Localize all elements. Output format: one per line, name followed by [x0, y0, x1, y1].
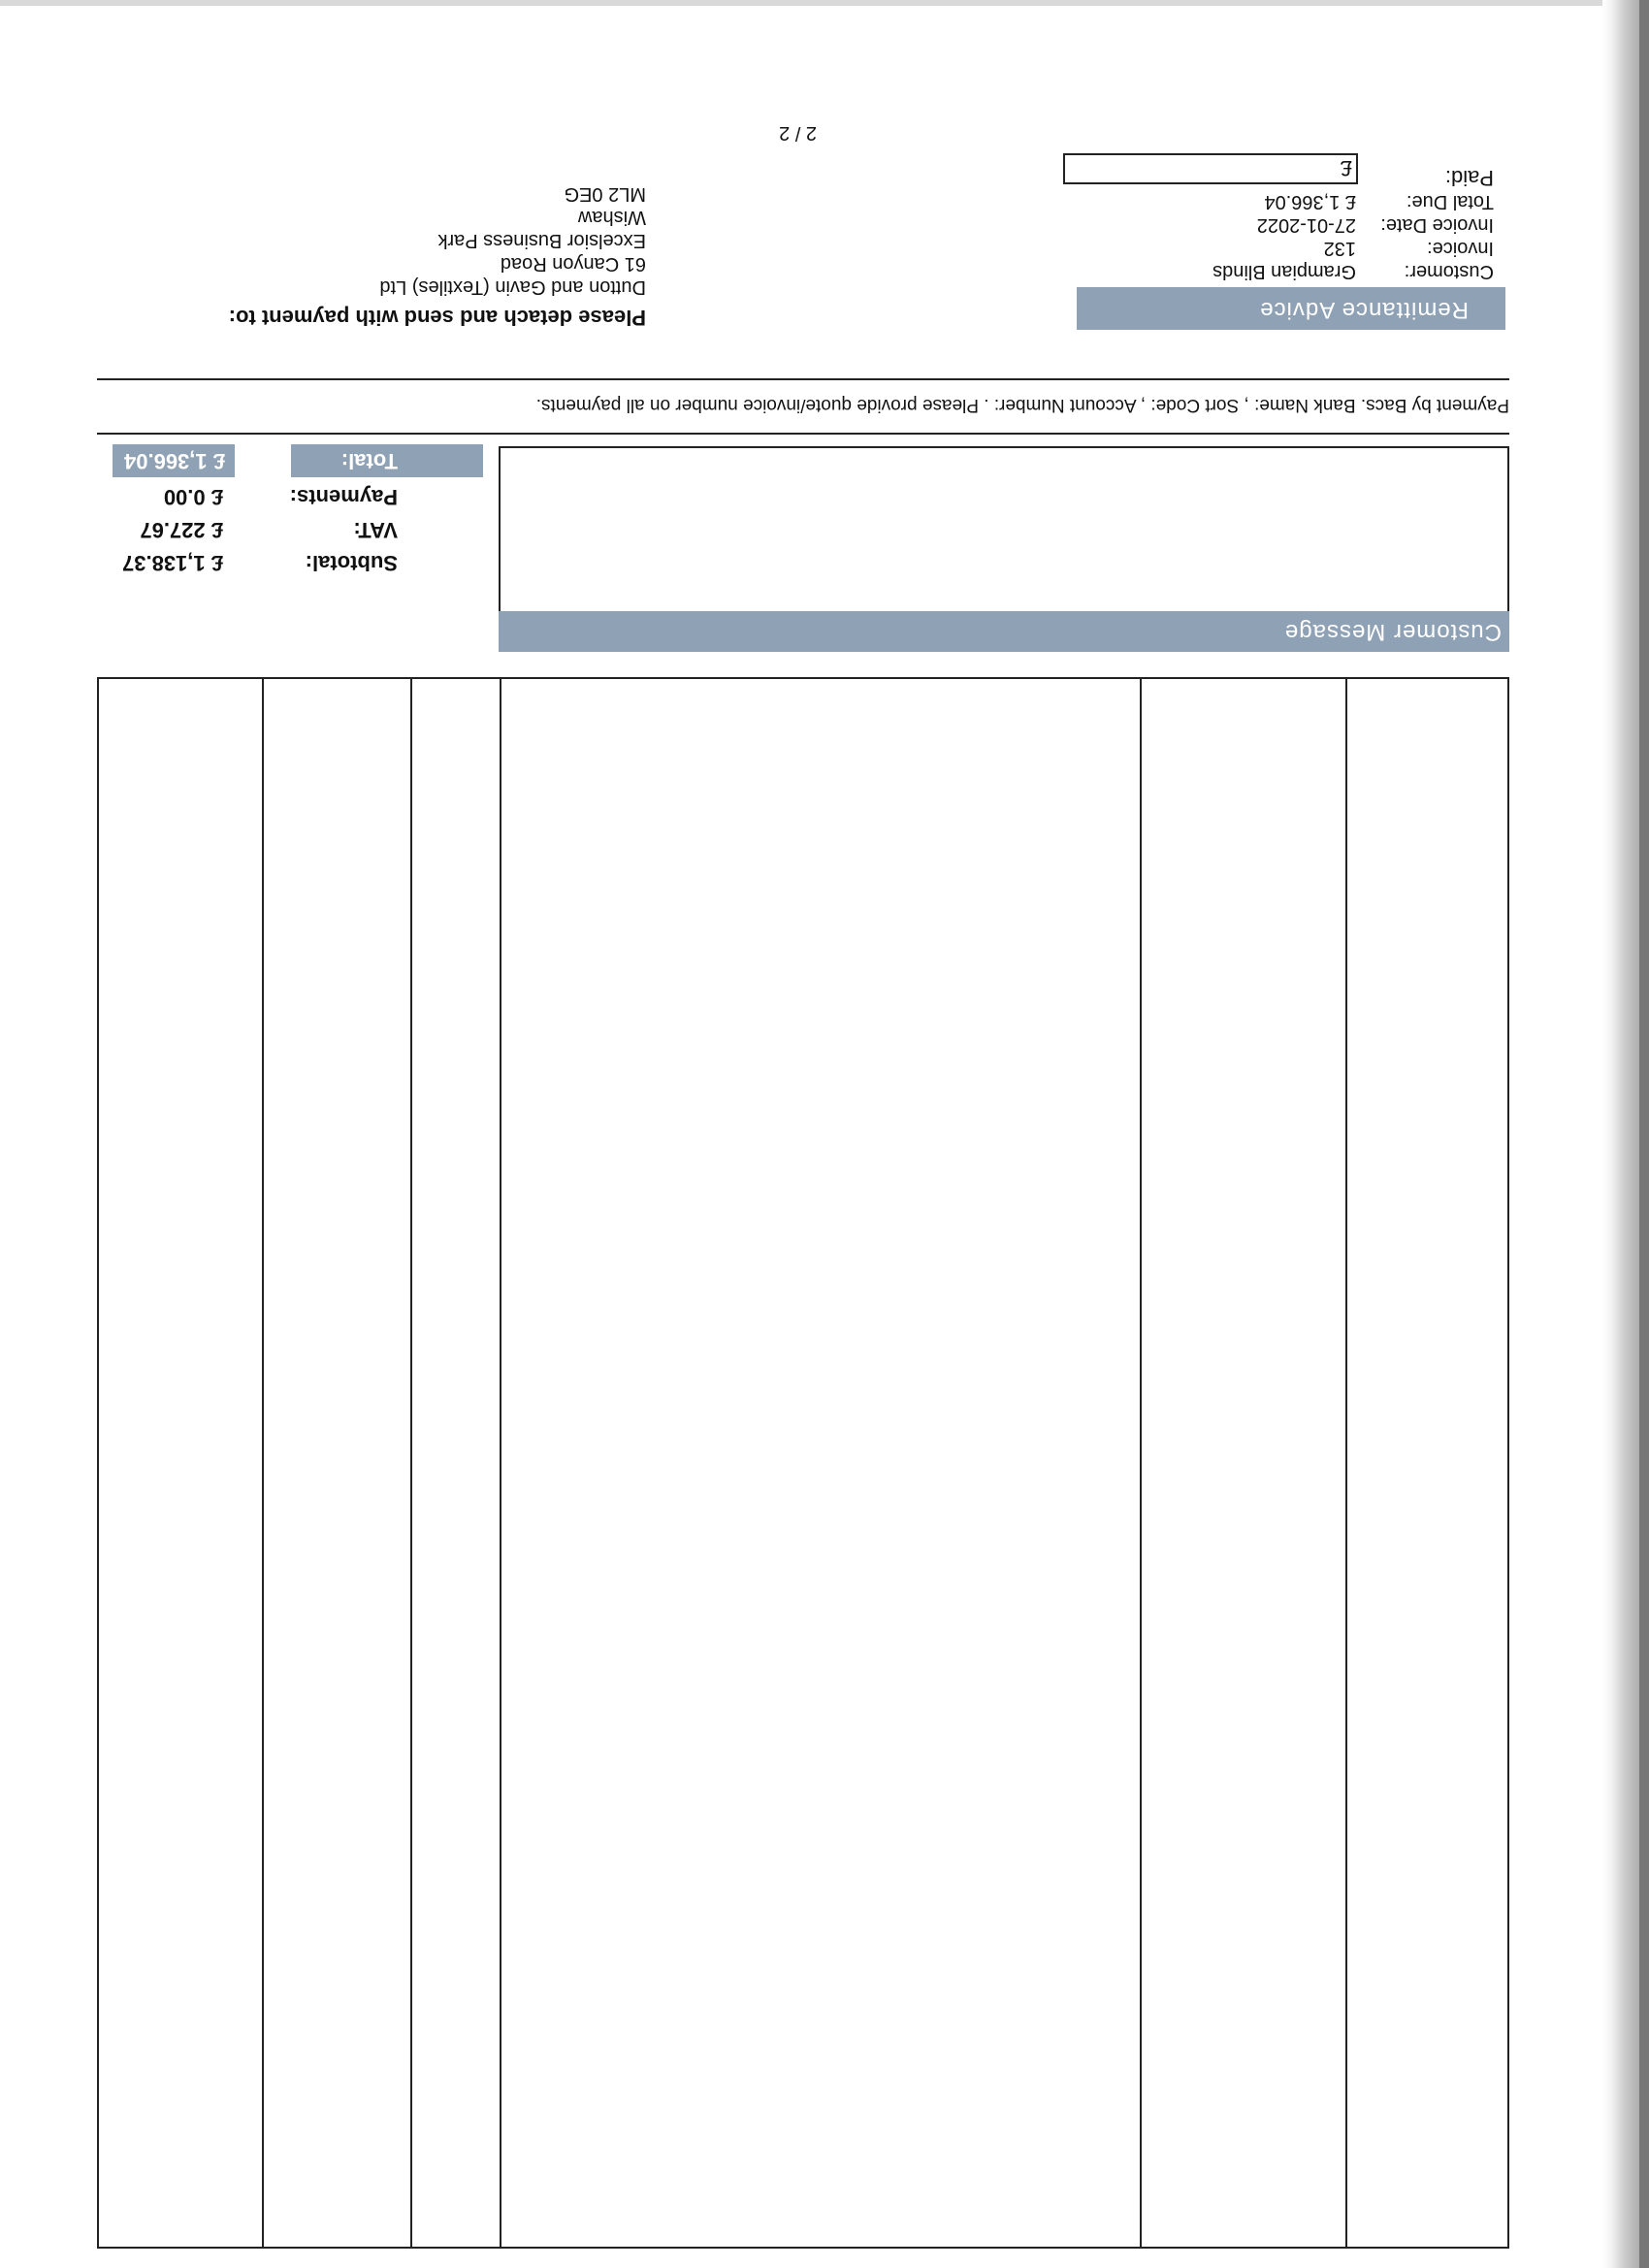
- address-line: Dutton and Gavin (Textiles) Ltd: [379, 276, 646, 298]
- remittance-advice-title: Remittance Advice: [1259, 297, 1469, 323]
- customer-message-header: [499, 611, 1509, 652]
- customer-value: Grampian Blinds: [1212, 261, 1356, 282]
- items-table-divider-1: [1345, 677, 1347, 2249]
- vat-value: £ 227.67: [140, 518, 223, 542]
- paid-input-box[interactable]: [1063, 153, 1358, 184]
- items-table-divider-2: [1140, 677, 1142, 2249]
- invoice-label: Invoice:: [1427, 238, 1494, 259]
- total-value-bar: [113, 444, 235, 477]
- invoice-date-label: Invoice Date:: [1380, 214, 1494, 236]
- subtotal-label: Subtotal:: [305, 551, 398, 575]
- invoice-date-value: 27-01-2022: [1256, 214, 1356, 236]
- paid-value: £: [1340, 156, 1352, 180]
- customer-message-box: [499, 446, 1509, 611]
- separator-bottom: [97, 378, 1509, 380]
- payment-note: Payment by Bacs. Bank Name: , Sort Code: , Account Number: . Please provide quote/invoice number on all payments.: [535, 395, 1509, 415]
- paid-label: Paid:: [1444, 166, 1494, 190]
- invoice-value: 132: [1323, 238, 1356, 259]
- items-table-divider-4: [410, 677, 412, 2249]
- address-line: 61 Canyon Road: [500, 253, 646, 275]
- items-table-divider-3: [500, 677, 501, 2249]
- payments-label: Payments:: [289, 485, 398, 509]
- send-to-heading: Please detach and send with payment to:: [228, 306, 646, 330]
- send-to-address: [379, 182, 646, 299]
- address-line: ML2 0EG: [564, 183, 646, 205]
- vat-label: VAT:: [353, 518, 398, 542]
- payments-value: £ 0.00: [163, 485, 223, 509]
- customer-message-title: Customer Message: [1283, 619, 1502, 645]
- total-label: Total:: [340, 449, 398, 473]
- separator-top: [97, 433, 1509, 435]
- address-line: Wishaw: [577, 207, 646, 228]
- remittance-advice-header: [1077, 287, 1505, 330]
- address-line: Excelsior Business Park: [437, 230, 646, 251]
- page-number: 2 / 2: [779, 122, 817, 144]
- total-value: £ 1,366.04: [124, 449, 225, 473]
- customer-label: Customer:: [1404, 261, 1494, 282]
- total-due-label: Total Due:: [1406, 191, 1494, 212]
- subtotal-value: £ 1,138.37: [122, 551, 223, 575]
- total-label-bar: [291, 444, 483, 477]
- total-due-value: £ 1,366.04: [1264, 191, 1356, 212]
- items-table: [97, 677, 1509, 2249]
- items-table-divider-5: [262, 677, 264, 2249]
